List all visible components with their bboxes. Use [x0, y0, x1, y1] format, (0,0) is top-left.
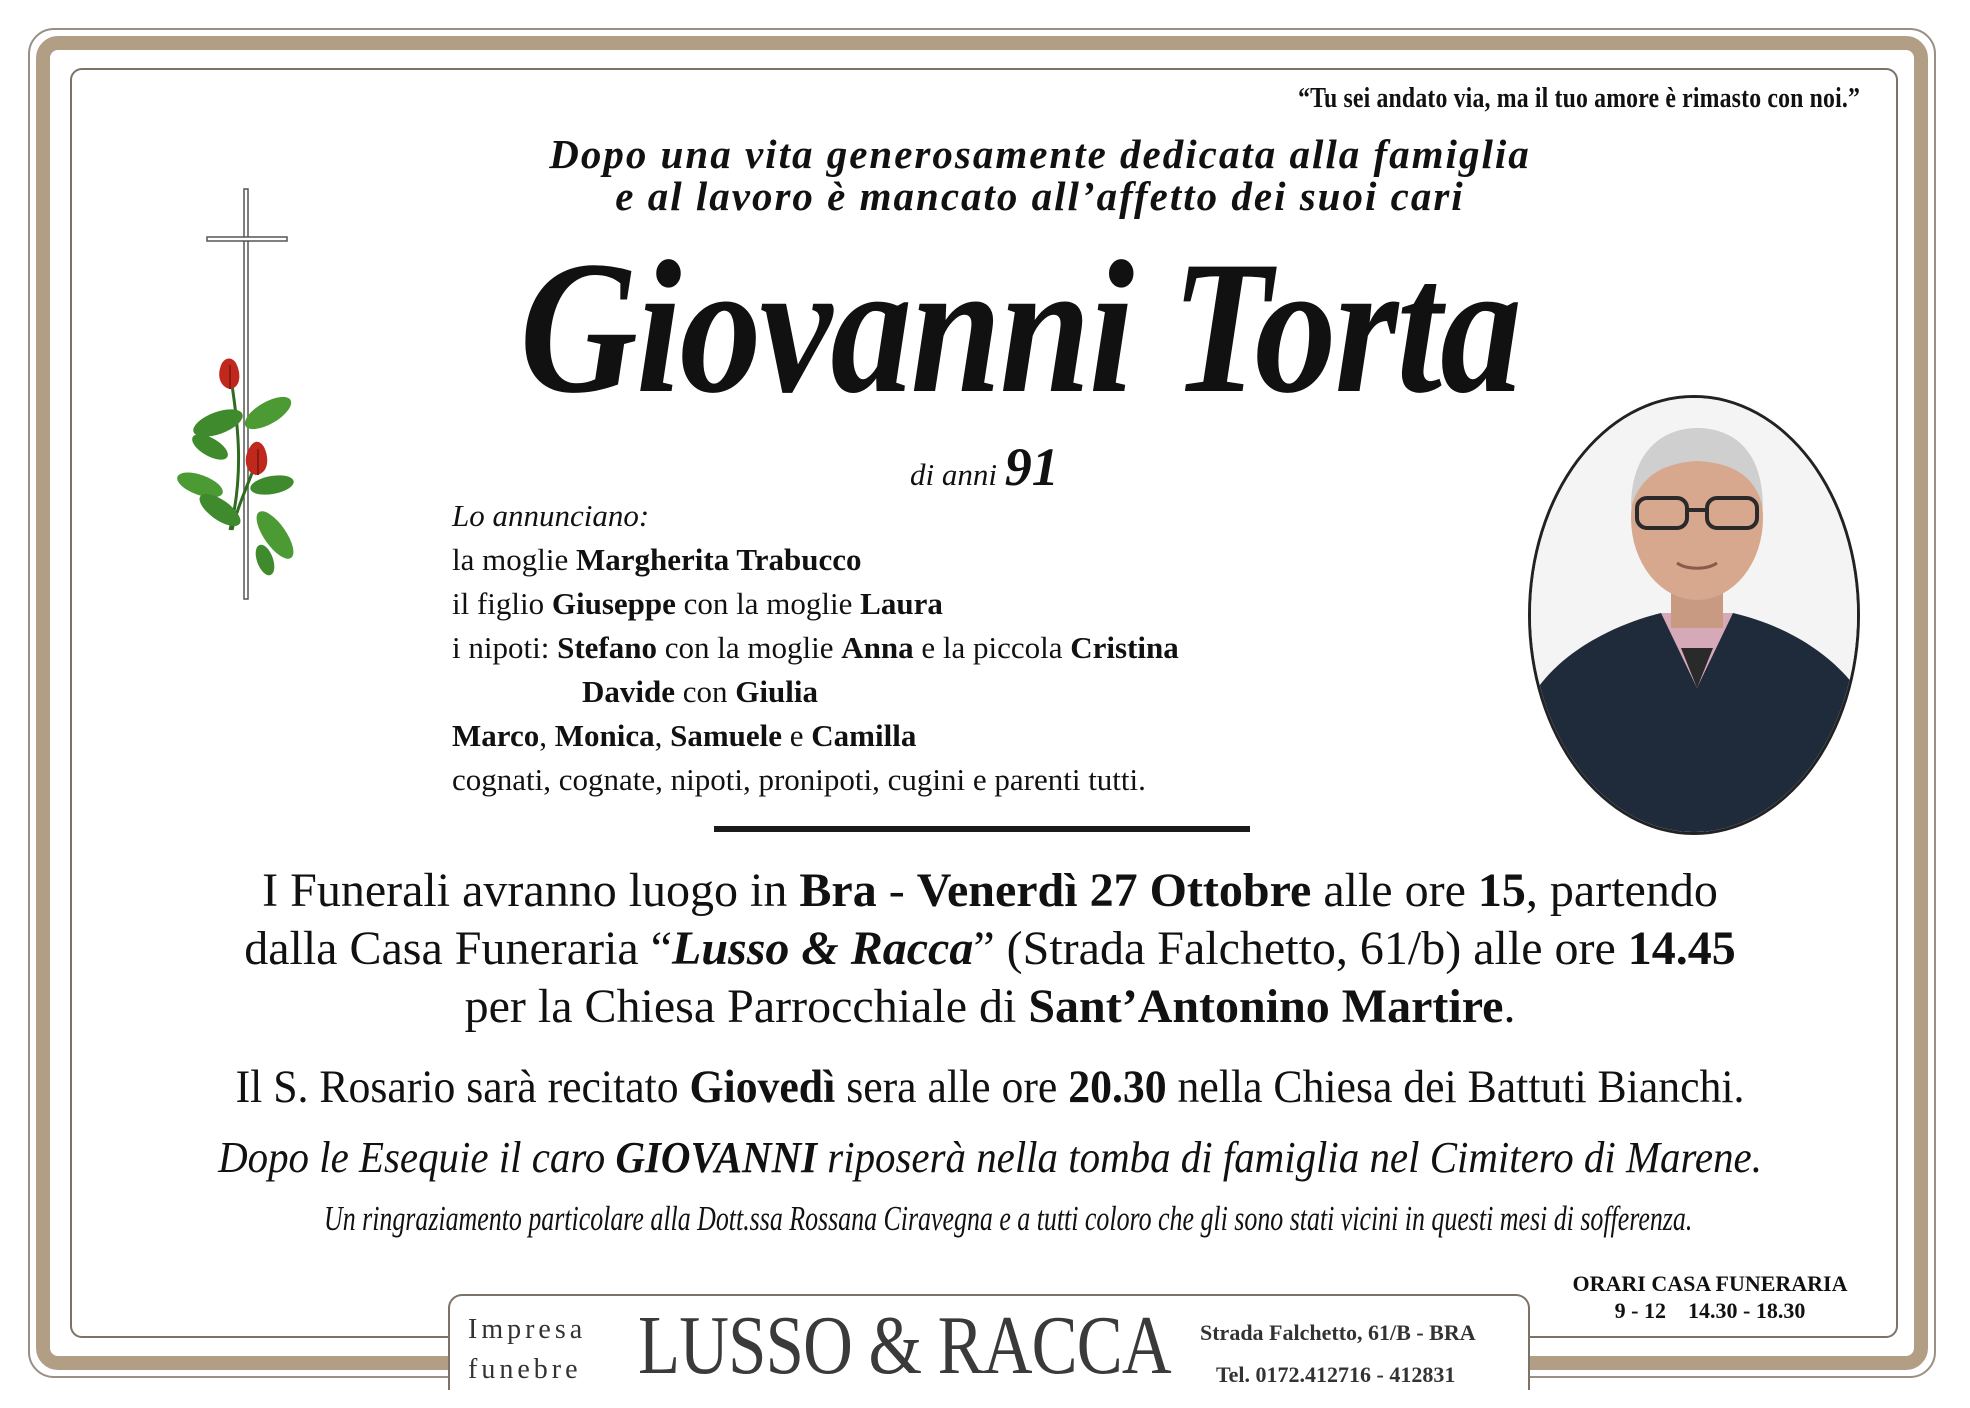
footer-address: Strada Falchetto, 61/B - BRA: [1200, 1320, 1476, 1345]
hours-title: ORARI CASA FUNERARIA: [1572, 1271, 1848, 1296]
text: dalla Casa Funeraria “: [244, 922, 673, 975]
text: ,: [654, 718, 663, 753]
age-prefix: di anni: [910, 457, 997, 492]
funeral-home-name: Lusso & Racca: [672, 922, 974, 975]
text: sera alle ore: [835, 1061, 1069, 1113]
memorial-quote: “Tu sei andato via, ma il tuo amore è rimasto con noi.”: [1298, 82, 1860, 114]
text: e: [789, 718, 804, 753]
time: 20.30: [1068, 1061, 1167, 1113]
thanks-line: Un ringraziamento particolare alla Dott.ssa Rossana Ciravegna e a tutti coloro che gli sono stati vicini in questi mesi di sofferenza.: [324, 1199, 1693, 1238]
footer-brand: LUSSO & RACCA: [638, 1299, 1171, 1392]
text: Dopo le Esequie il caro: [218, 1133, 616, 1182]
person-name: Marco: [452, 718, 540, 753]
person-name: Cristina: [1070, 630, 1179, 665]
announcers-heading: Lo annunciano:: [452, 498, 650, 533]
person-name: Camilla: [811, 718, 917, 753]
announcer-others: cognati, cognate, nipoti, pronipoti, cugini e parenti tutti.: [452, 762, 1146, 797]
church-name: Sant’Antonino Martire: [1028, 980, 1504, 1033]
funeral-line-3: [90, 978, 1890, 1036]
text: con: [682, 674, 728, 709]
text: Il S. Rosario sarà recitato: [235, 1061, 690, 1113]
time: 14.45: [1627, 922, 1736, 975]
person-name: Giulia: [735, 674, 818, 709]
text: con la moglie: [664, 630, 834, 665]
place: Bra: [799, 864, 877, 917]
name: GIOVANNI: [615, 1133, 818, 1182]
person-name: Margherita Trabucco: [575, 542, 862, 577]
age-line: [910, 436, 1059, 498]
text: riposerà nella tomba di famiglia nel Cimitero di Marene.: [817, 1133, 1762, 1182]
age-value: 91: [1004, 437, 1059, 497]
portrait-photo: [1528, 395, 1860, 835]
burial-line: [153, 1132, 1827, 1183]
person-name: Laura: [860, 586, 943, 621]
text: ,: [539, 718, 547, 753]
text: e la piccola: [921, 630, 1063, 665]
cross-rose-decoration: [160, 185, 360, 605]
text: I Funerali avranno luogo in: [262, 864, 800, 917]
person-name: Anna: [841, 630, 914, 665]
text: con la moglie: [683, 586, 853, 621]
announcer-wife: [452, 538, 862, 582]
date: Venerdì 27 Ottobre: [916, 864, 1312, 917]
funeral-home-hours: [1530, 1270, 1890, 1324]
impresa-line-1: Impresa: [468, 1314, 587, 1345]
text: , partendo: [1525, 864, 1718, 917]
text: il figlio: [452, 586, 545, 621]
funeral-line-1: [90, 862, 1890, 920]
announcer-grandchildren-2: [582, 670, 818, 714]
footer-impresa: [468, 1310, 586, 1390]
divider: [714, 826, 1250, 832]
rose-icon: [174, 359, 300, 578]
text: -: [876, 864, 917, 917]
intro-line-2: e al lavoro è mancato all’affetto dei suoi cari: [615, 173, 1465, 219]
text: .: [1503, 980, 1516, 1033]
text: ” (Strada Falchetto, 61/b) alle ore: [973, 922, 1628, 975]
person-name: Davide: [582, 674, 675, 709]
person-name: Stefano: [557, 630, 657, 665]
announcer-grandchildren-3: [452, 714, 916, 758]
intro-line-1: Dopo una vita generosamente dedicata alla famiglia: [549, 131, 1531, 177]
footer-phone: Tel. 0172.412716 - 412831: [1216, 1362, 1456, 1387]
announcer-son: [452, 582, 943, 626]
time: 15: [1477, 864, 1526, 917]
text: la moglie: [452, 542, 569, 577]
rosary-line: [153, 1060, 1827, 1114]
person-name: Giuseppe: [551, 586, 676, 621]
person-name: Monica: [554, 718, 655, 753]
day: Giovedì: [689, 1061, 836, 1113]
text: alle ore: [1311, 864, 1478, 917]
text: per la Chiesa Parrocchiale di: [464, 980, 1029, 1033]
funeral-line-2: [90, 920, 1890, 978]
person-name: Samuele: [670, 718, 783, 753]
announcer-grandchildren-1: [452, 626, 1179, 670]
hours-values: 9 - 12 14.30 - 18.30: [1614, 1298, 1806, 1323]
deceased-name: Giovanni Torta: [519, 223, 1521, 433]
portrait-illustration: [1531, 398, 1860, 835]
impresa-line-2: funebre: [468, 1354, 582, 1385]
text: i nipoti:: [452, 630, 550, 665]
text: nella Chiesa dei Battuti Bianchi.: [1166, 1061, 1745, 1113]
